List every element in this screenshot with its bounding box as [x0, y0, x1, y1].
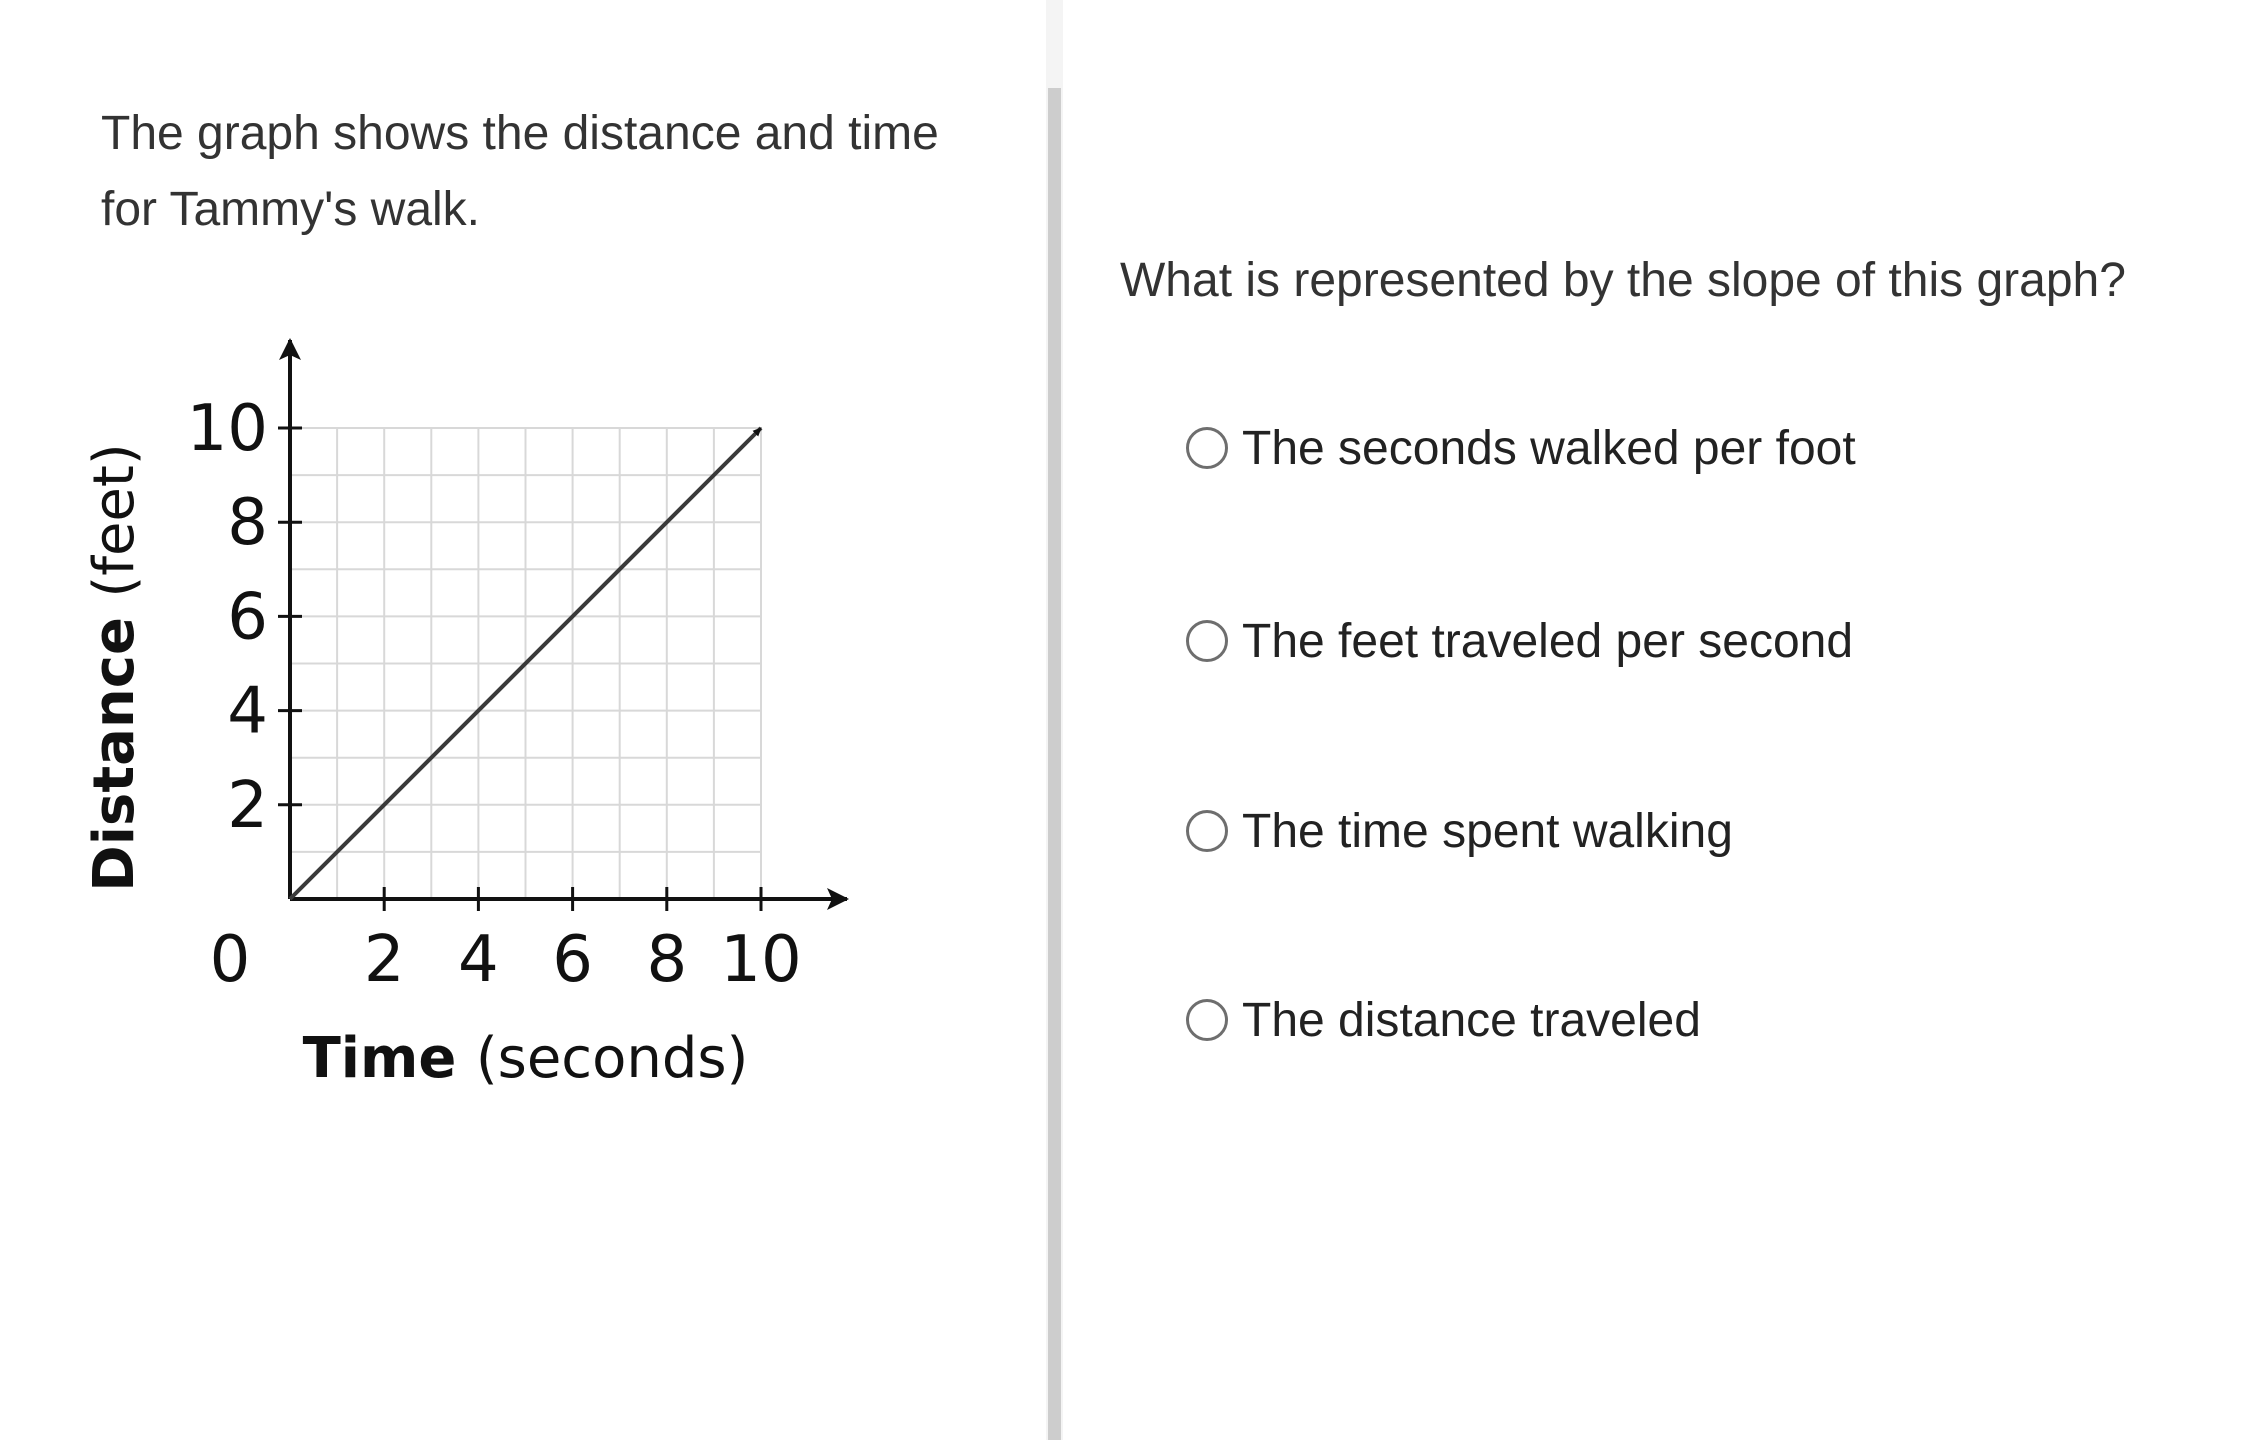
y-tick-label: 4: [227, 674, 268, 749]
x-tick-label: 2: [363, 923, 405, 997]
choice-d[interactable]: [1186, 985, 1701, 1055]
x-tick-label: 6: [552, 923, 593, 997]
choice-label: The distance traveled: [1242, 993, 1701, 1047]
choice-label: The feet traveled per second: [1242, 614, 1854, 668]
x-axis-label: Time (seconds): [302, 1026, 749, 1091]
choice-a[interactable]: [1186, 413, 1856, 483]
y-tick-label: 2: [227, 768, 268, 843]
distance-time-graph: [82, 340, 855, 1091]
choice-label: The seconds walked per foot: [1242, 421, 1856, 475]
x-tick-label: 4: [458, 923, 499, 997]
y-tick-label: 6: [227, 580, 268, 655]
stimulus-text: The graph shows the distance and time for Tammy's walk.: [101, 107, 939, 236]
stimulus-pane: [0, 0, 1046, 1440]
question-text: What is represented by the slope of this graph?: [1120, 254, 2126, 307]
radio-button[interactable]: [1186, 810, 1228, 852]
x-tick-label: 8: [646, 923, 688, 997]
y-tick-label: 10: [186, 392, 268, 466]
radio-button[interactable]: [1186, 620, 1228, 662]
choice-label: The time spent walking: [1242, 804, 1733, 858]
question-pane: [1063, 0, 2256, 1440]
choice-b[interactable]: [1186, 606, 1853, 676]
pane-divider-scrollbar[interactable]: [1048, 88, 1061, 1440]
origin-label: 0: [209, 923, 251, 997]
choice-c[interactable]: [1186, 796, 1733, 866]
x-tick-label: 10: [720, 923, 802, 997]
radio-button[interactable]: [1186, 999, 1228, 1041]
y-tick-label: 8: [227, 486, 268, 561]
radio-button[interactable]: [1186, 427, 1228, 469]
chart-svg: [82, 340, 855, 1091]
y-axis-label: Distance (feet): [82, 443, 147, 892]
